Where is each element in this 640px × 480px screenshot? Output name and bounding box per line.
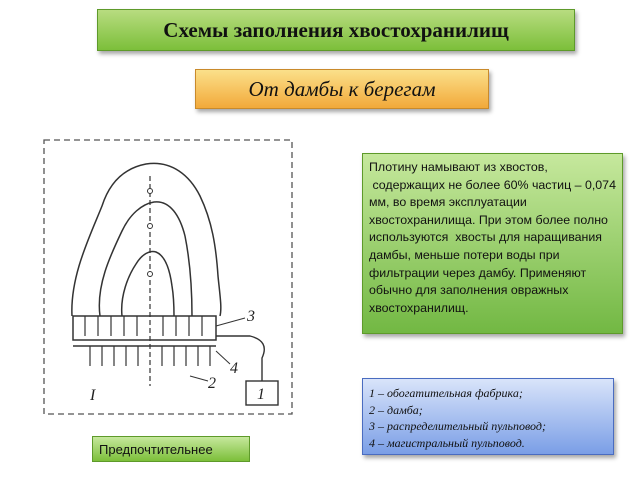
callout-3: 3 <box>247 308 255 325</box>
preferred-label: Предпочтительнее <box>92 436 250 462</box>
legend-item: 3 – распределительный пульповод; <box>369 419 546 433</box>
legend-box <box>362 378 614 455</box>
legend-item: 2 – дамба; <box>369 402 423 417</box>
legend-item: 1 – обогатительная фабрика; <box>369 386 523 400</box>
dam-band <box>73 316 216 340</box>
inner-contour <box>122 252 174 317</box>
plant-box-label: 1 <box>257 386 265 403</box>
slide-title: Схемы заполнения хвостохранилищ <box>97 9 575 51</box>
main-pipeline <box>216 336 264 381</box>
outer-contour <box>72 163 221 316</box>
callout-4: 4 <box>230 360 238 377</box>
roman-one-label: I <box>90 387 96 404</box>
callout-2: 2 <box>208 375 216 392</box>
diagram-border <box>44 140 292 414</box>
middle-contour <box>99 202 192 316</box>
slide-subtitle: От дамбы к берегам <box>195 69 489 109</box>
legend-item: 4 – магистральный пульповод. <box>369 435 525 450</box>
description-box: Плотину намывают из хвостов, содержащих не более 60% частиц – 0,074 мм, во время эксплуатации хвостохранилища. При этом более полно используются хвосты для наращивания дамбы, меньше потери воды при фильтрации через дамбу. Применяют обычно для заполнения овражных хвостохранилищ. <box>362 153 623 334</box>
tailings-filling-diagram <box>40 136 300 418</box>
pipeline-outlets <box>85 316 202 336</box>
